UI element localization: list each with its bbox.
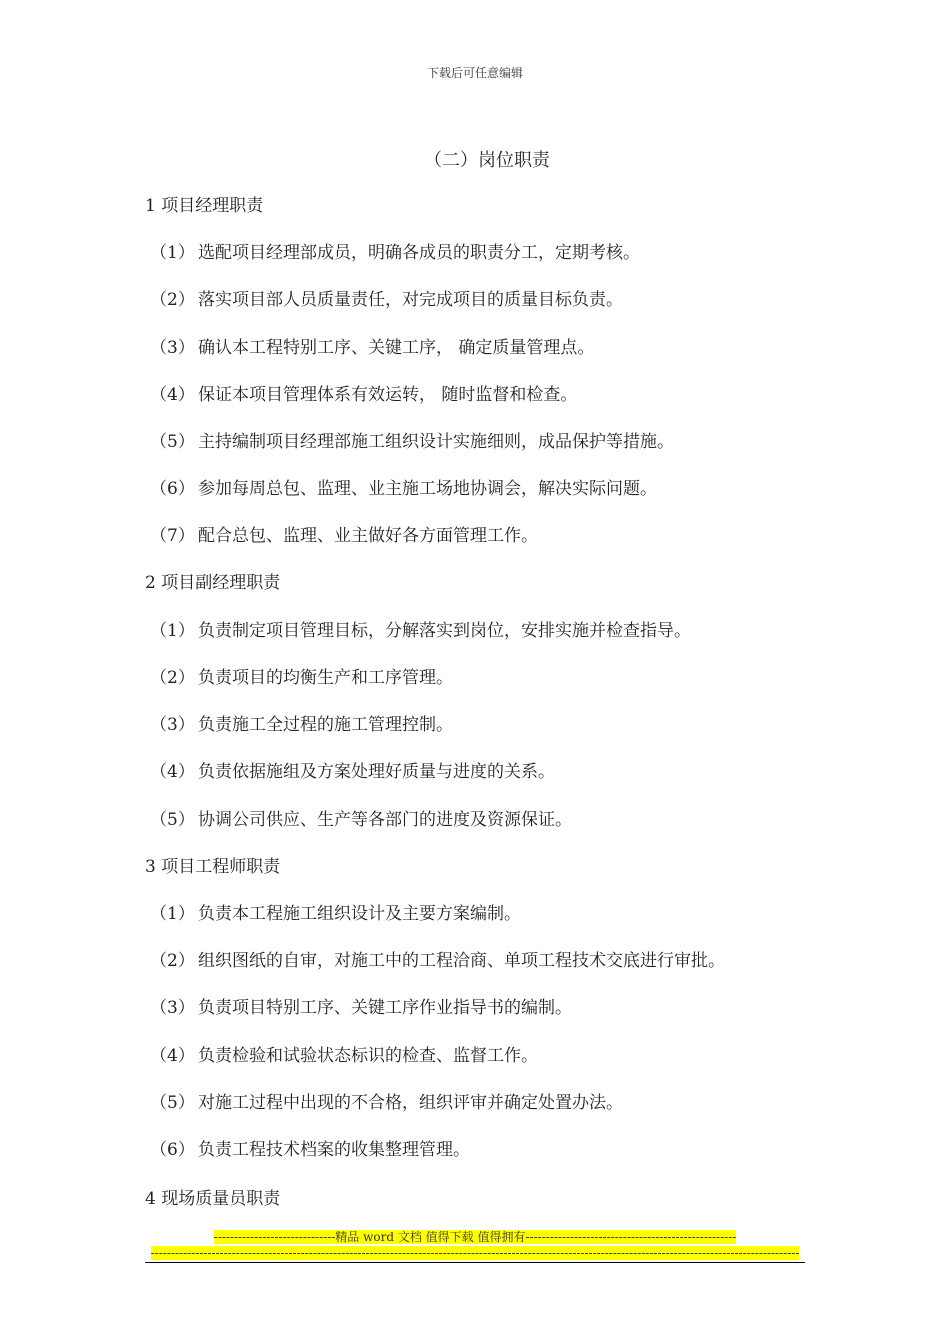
list-item (150, 288, 623, 312)
list-item (150, 760, 555, 784)
section-heading-2: 2 项目副经理职责 (145, 573, 281, 593)
item-number: （2） (150, 668, 195, 688)
item-text: 确认本工程特别工序、关键工序， 确定质量管理点。 (198, 338, 595, 358)
item-number: （4） (150, 762, 195, 782)
item-number: （2） (150, 951, 195, 971)
item-number: （1） (150, 243, 195, 263)
item-number: （6） (150, 479, 195, 499)
list-item (150, 1091, 623, 1115)
item-text: 选配项目经理部成员，明确各成员的职责分工，定期考核。 (198, 243, 640, 263)
item-number: （3） (150, 998, 195, 1018)
item-text: 负责施工全过程的施工管理控制。 (198, 715, 453, 735)
item-text: 负责依据施组及方案处理好质量与进度的关系。 (198, 762, 555, 782)
list-item (150, 477, 657, 501)
item-number: （4） (150, 385, 195, 405)
item-text: 负责工程技术档案的收集整理管理。 (198, 1140, 470, 1160)
section-heading-4: 4 现场质量员职责 (145, 1189, 281, 1209)
item-text: 组织图纸的自审，对施工中的工程洽商、单项工程技术交底进行审批。 (198, 951, 725, 971)
item-number: （5） (150, 810, 195, 830)
footer-banner-line-2 (0, 1245, 950, 1261)
item-text: 配合总包、监理、业主做好各方面管理工作。 (198, 526, 538, 546)
item-text: 主持编制项目经理部施工组织设计实施细则，成品保护等措施。 (198, 432, 674, 452)
list-item (150, 1044, 538, 1068)
item-number: （6） (150, 1140, 195, 1160)
item-text: 协调公司供应、生产等各部门的进度及资源保证。 (198, 810, 572, 830)
item-number: （5） (150, 432, 195, 452)
list-item (150, 430, 674, 454)
item-number: （3） (150, 715, 195, 735)
header-note: 下载后可任意编辑 (426, 66, 523, 80)
list-item (150, 996, 572, 1020)
section-heading-3: 3 项目工程师职责 (145, 857, 281, 877)
item-number: （3） (150, 338, 195, 358)
item-text: 保证本项目管理体系有效运转， 随时监督和检查。 (198, 385, 578, 405)
list-item (150, 619, 691, 643)
list-item (150, 383, 577, 407)
item-text: 落实项目部人员质量责任，对完成项目的质量目标负责。 (198, 290, 623, 310)
item-number: （4） (150, 1046, 195, 1066)
item-number: （1） (150, 621, 195, 641)
list-item (150, 808, 572, 832)
list-item (150, 336, 594, 360)
list-item (150, 524, 538, 548)
item-text: 负责检验和试验状态标识的检查、监督工作。 (198, 1046, 538, 1066)
item-text: 负责制定项目管理目标，分解落实到岗位，安排实施并检查指导。 (198, 621, 691, 641)
item-number: （5） (150, 1093, 195, 1113)
list-item (150, 1138, 470, 1162)
list-item (150, 713, 453, 737)
footer-banner-dashes: ---------------------------------------------------------------------------------------------------------------------------------------------------------------- (150, 1246, 800, 1260)
item-number: （7） (150, 526, 195, 546)
list-item (150, 902, 521, 926)
list-item (150, 241, 640, 265)
section-title: （二）岗位职责 (424, 150, 550, 171)
section-heading-1: 1 项目经理职责 (145, 196, 264, 216)
item-text: 负责项目的均衡生产和工序管理。 (198, 668, 453, 688)
item-text: 参加每周总包、监理、业主施工场地协调会，解决实际问题。 (198, 479, 657, 499)
footer-banner-text: ------------------------------精品 word 文档 值得下载 值得拥有---------------------------------------------------- (213, 1230, 737, 1244)
list-item (150, 949, 725, 973)
item-text: 负责本工程施工组织设计及主要方案编制。 (198, 904, 521, 924)
footer-divider (145, 1262, 805, 1263)
list-item (150, 666, 453, 690)
item-text: 负责项目特别工序、关键工序作业指导书的编制。 (198, 998, 572, 1018)
item-text: 对施工过程中出现的不合格，组织评审并确定处置办法。 (198, 1093, 623, 1113)
footer-banner-line-1 (0, 1229, 950, 1245)
item-number: （1） (150, 904, 195, 924)
item-number: （2） (150, 290, 195, 310)
